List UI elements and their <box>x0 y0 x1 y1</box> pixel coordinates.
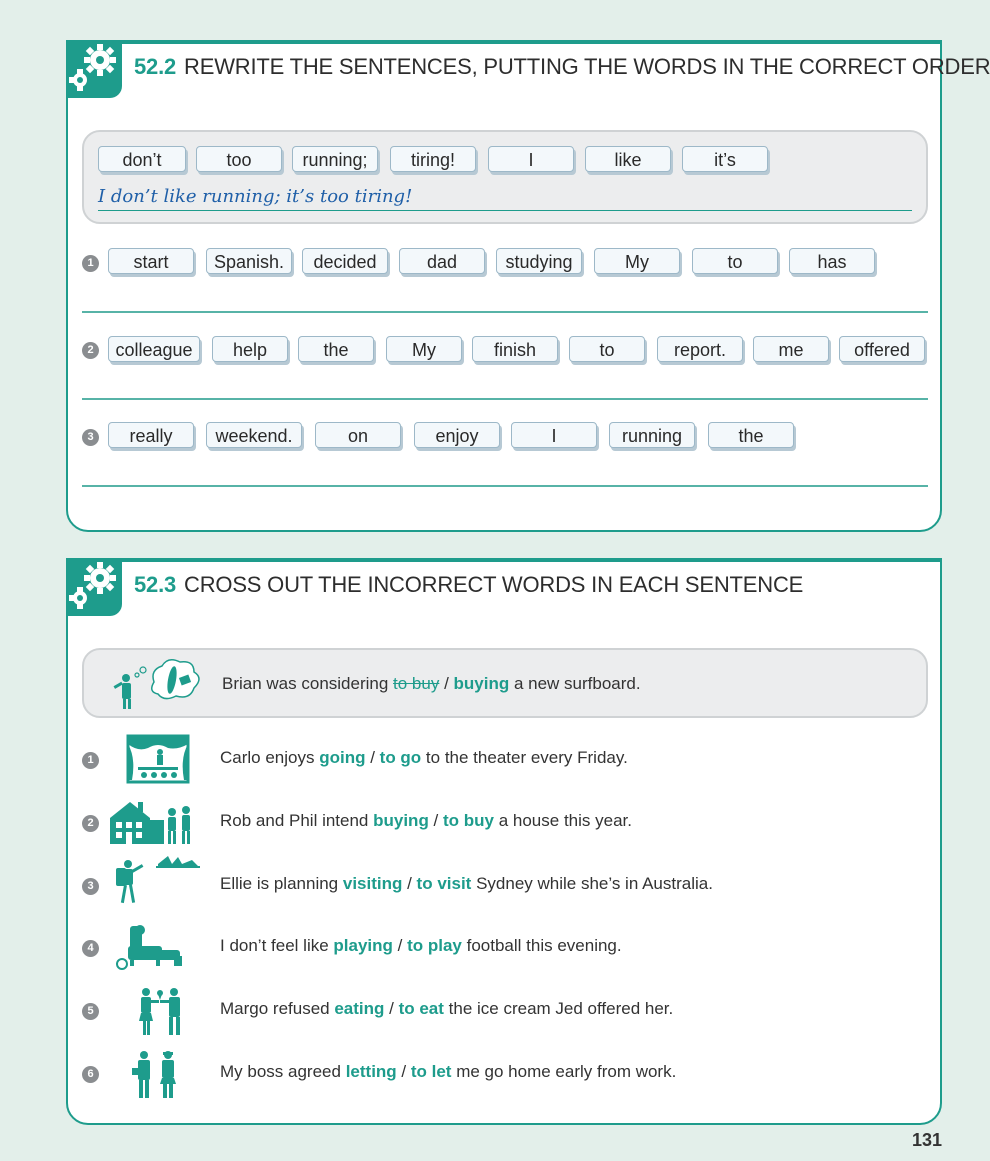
question-number: 1 <box>82 752 99 769</box>
word-tile[interactable]: on <box>315 422 401 448</box>
word-tile[interactable]: enjoy <box>414 422 500 448</box>
sentence-text: a house this year. <box>494 811 632 830</box>
word-tile[interactable]: Spanish. <box>206 248 292 274</box>
word-tile[interactable]: studying <box>496 248 582 274</box>
question-number: 6 <box>82 1066 99 1083</box>
sentence-row <box>220 811 632 831</box>
question-number: 5 <box>82 1003 99 1020</box>
word-tile[interactable]: the <box>708 422 794 448</box>
sentence-row <box>220 748 628 768</box>
sentence-text: to the theater every Friday. <box>421 748 628 767</box>
question-number: 2 <box>82 342 99 359</box>
option-1[interactable]: eating <box>334 999 385 1018</box>
separator: / <box>392 936 408 955</box>
word-tile[interactable]: report. <box>657 336 743 362</box>
word-tile[interactable]: running <box>609 422 695 448</box>
word-tile[interactable]: finish <box>472 336 558 362</box>
option-2[interactable]: to visit <box>416 874 472 893</box>
option-1[interactable]: going <box>319 748 366 767</box>
surfboard-thought-icon <box>110 656 210 712</box>
sentence-text: a new surfboard. <box>509 674 641 693</box>
word-tile[interactable]: the <box>298 336 374 362</box>
house-icon <box>108 798 192 846</box>
word-tile[interactable]: start <box>108 248 194 274</box>
example-sentence <box>222 674 641 694</box>
separator: / <box>402 874 417 893</box>
correct-option[interactable]: buying <box>453 674 510 693</box>
sentence-text: Margo refused <box>220 999 335 1018</box>
separator: / <box>365 748 380 767</box>
exercise-52-2-panel <box>66 42 990 532</box>
option-2[interactable]: to go <box>379 748 422 767</box>
option-1[interactable]: visiting <box>342 874 403 893</box>
question-number: 2 <box>82 815 99 832</box>
boss-icon <box>132 1048 182 1100</box>
question-number: 3 <box>82 878 99 895</box>
sentence-text: My boss agreed <box>220 1062 346 1081</box>
separator: / <box>396 1062 411 1081</box>
example-answer: I don’t like running; it’s too tiring! <box>98 186 413 207</box>
sentence-text: Brian was considering <box>222 674 394 693</box>
word-tile[interactable]: running; <box>292 146 378 172</box>
option-2[interactable]: to play <box>407 936 462 955</box>
sentence-row <box>220 999 673 1019</box>
ice-cream-icon <box>134 984 190 1036</box>
exercise-title: CROSS OUT THE INCORRECT WORDS IN EACH SENTENCE <box>184 572 804 597</box>
word-tile[interactable]: decided <box>302 248 388 274</box>
answer-line[interactable] <box>82 485 928 487</box>
word-tile[interactable]: to <box>692 248 778 274</box>
gear-icon <box>66 40 122 98</box>
sentence-row <box>220 936 622 956</box>
theater-icon <box>126 734 190 784</box>
sentence-text: Rob and Phil intend <box>220 811 374 830</box>
example-box <box>82 648 928 718</box>
question-number: 3 <box>82 429 99 446</box>
option-1[interactable]: buying <box>373 811 429 830</box>
word-tile[interactable]: help <box>212 336 288 362</box>
answer-line[interactable] <box>82 311 928 313</box>
exercise-52-3-panel <box>66 560 942 1125</box>
question-number: 4 <box>82 940 99 957</box>
exercise-heading <box>134 572 803 598</box>
sentence-text: the ice cream Jed offered her. <box>443 999 674 1018</box>
word-tile[interactable]: tiring! <box>390 146 476 172</box>
sentence-text: me go home early from work. <box>451 1062 677 1081</box>
separator: / <box>384 999 399 1018</box>
sentence-text: football this evening. <box>461 936 622 955</box>
exercise-heading <box>134 54 990 80</box>
word-tile[interactable]: I <box>511 422 597 448</box>
exercise-number: 52.2 <box>134 54 177 79</box>
word-tile[interactable]: to <box>569 336 645 362</box>
gear-icon <box>66 558 122 616</box>
word-tile[interactable]: it’s <box>682 146 768 172</box>
word-tile[interactable]: weekend. <box>206 422 302 448</box>
option-2[interactable]: to eat <box>398 999 444 1018</box>
word-tile[interactable]: My <box>594 248 680 274</box>
option-2[interactable]: to buy <box>443 811 494 830</box>
word-tile[interactable]: dad <box>399 248 485 274</box>
word-tile[interactable]: colleague <box>108 336 200 362</box>
traveler-icon <box>112 854 202 912</box>
example-box <box>82 130 928 224</box>
option-1[interactable]: playing <box>333 936 393 955</box>
option-2[interactable]: to let <box>410 1062 452 1081</box>
word-tile[interactable]: like <box>585 146 671 172</box>
armchair-icon <box>116 920 186 972</box>
sentence-text: Carlo enjoys <box>220 748 320 767</box>
word-tile[interactable]: don’t <box>98 146 186 172</box>
separator: / <box>428 811 443 830</box>
word-tile[interactable]: My <box>386 336 462 362</box>
word-tile[interactable]: has <box>789 248 875 274</box>
sentence-text: I don’t feel like <box>220 936 334 955</box>
separator: / <box>439 674 454 693</box>
sentence-row <box>220 874 713 894</box>
answer-line[interactable] <box>82 398 928 400</box>
word-tile[interactable]: offered <box>839 336 925 362</box>
exercise-number: 52.3 <box>134 572 177 597</box>
sentence-row <box>220 1062 676 1082</box>
word-tile[interactable]: too <box>196 146 282 172</box>
sentence-text: Ellie is planning <box>220 874 343 893</box>
question-number: 1 <box>82 255 99 272</box>
page-number: 131 <box>911 1130 942 1150</box>
word-tile[interactable]: really <box>108 422 194 448</box>
answer-line <box>98 210 912 211</box>
option-1[interactable]: letting <box>345 1062 397 1081</box>
exercise-title: REWRITE THE SENTENCES, PUTTING THE WORDS IN THE CORRECT ORDER <box>184 54 990 79</box>
word-tile[interactable]: me <box>753 336 829 362</box>
word-tile[interactable]: I <box>488 146 574 172</box>
sentence-text: Sydney while she’s in Australia. <box>471 874 713 893</box>
crossed-out-option[interactable]: to buy <box>393 674 440 693</box>
